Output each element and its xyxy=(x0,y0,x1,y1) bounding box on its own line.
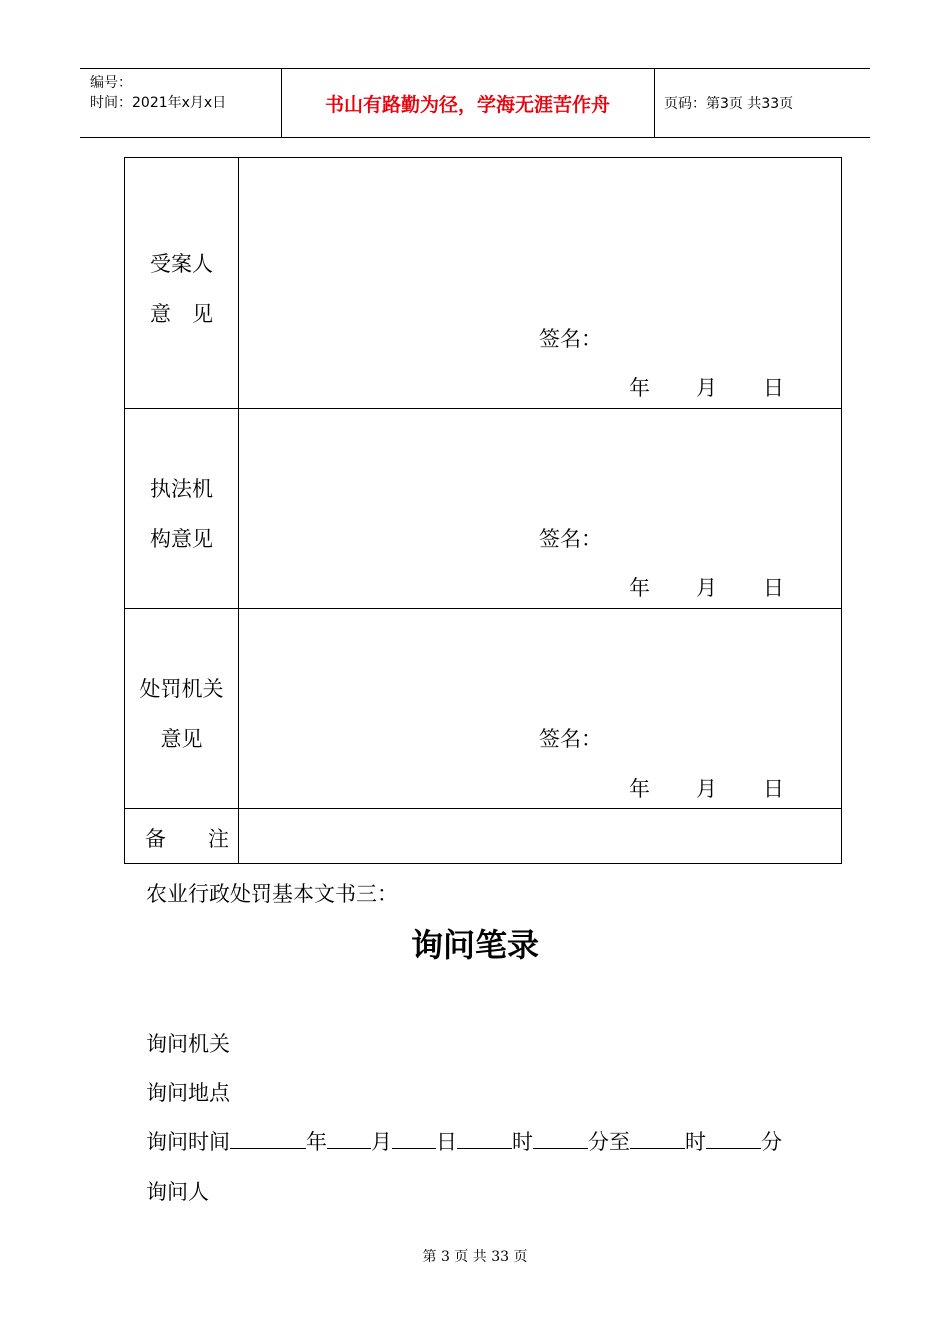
unit-day: 日 xyxy=(436,1130,457,1154)
field-agency: 询问机关 xyxy=(146,1032,230,1056)
unit-minute2: 分 xyxy=(761,1130,782,1154)
row-label-line: 执法机 xyxy=(150,477,213,501)
row-label-line: 构意见 xyxy=(150,527,213,551)
blank-month xyxy=(327,1128,371,1149)
table-row xyxy=(125,609,841,809)
page-footer: 第 3 页 共 33 页 xyxy=(422,1249,528,1265)
signature-label: 签名： xyxy=(539,327,602,351)
header-page-info: 页码：第3页 共33页 xyxy=(664,96,794,112)
blank-minute2 xyxy=(706,1128,761,1149)
unit-minute-to: 分至 xyxy=(588,1130,630,1154)
date-day: 日 xyxy=(763,777,784,801)
document-time: 时间：2021年x月x日 xyxy=(90,95,227,111)
field-time-label: 询问时间 xyxy=(146,1130,230,1154)
row-label xyxy=(125,609,239,808)
unit-year: 年 xyxy=(306,1130,327,1154)
date-month: 月 xyxy=(696,576,717,600)
row-label xyxy=(125,409,239,608)
blank-year xyxy=(230,1128,306,1149)
opinion-table xyxy=(124,157,842,864)
row-label-line: 意见 xyxy=(160,727,203,751)
row-label-line: 处罚机关 xyxy=(139,677,224,701)
date-day: 日 xyxy=(763,576,784,600)
remarks-label-cell xyxy=(125,809,239,863)
signature-label: 签名： xyxy=(539,527,602,551)
unit-hour: 时 xyxy=(512,1130,533,1154)
document-title: 询问笔录 xyxy=(410,926,539,964)
date-year: 年 xyxy=(629,777,650,801)
row-label xyxy=(125,158,239,408)
document-subtitle: 农业行政处罚基本文书三： xyxy=(146,882,398,906)
blank-day xyxy=(392,1128,436,1149)
date-month: 月 xyxy=(696,777,717,801)
date-year: 年 xyxy=(629,376,650,400)
blank-hour2 xyxy=(630,1128,685,1149)
row-label-line: 受案人 xyxy=(150,252,213,276)
date-year: 年 xyxy=(629,576,650,600)
row-label-line: 意 见 xyxy=(150,302,213,326)
table-row xyxy=(125,158,841,409)
page-header xyxy=(80,68,870,138)
blank-minute xyxy=(533,1128,588,1149)
header-divider xyxy=(654,69,655,137)
field-location: 询问地点 xyxy=(146,1081,230,1105)
table-row xyxy=(125,409,841,609)
header-motto: 书山有路勤为径，学海无涯苦作舟 xyxy=(324,93,610,116)
field-interviewer: 询问人 xyxy=(146,1180,209,1204)
unit-hour2: 时 xyxy=(685,1130,706,1154)
date-day: 日 xyxy=(763,376,784,400)
blank-hour xyxy=(457,1128,512,1149)
header-meta xyxy=(90,73,226,113)
field-time xyxy=(146,1126,782,1156)
unit-month: 月 xyxy=(371,1130,392,1154)
document-number: 编号： xyxy=(90,75,132,91)
signature-label: 签名： xyxy=(539,727,602,751)
remarks-row xyxy=(125,809,841,863)
date-month: 月 xyxy=(696,376,717,400)
remarks-label: 备 注 xyxy=(145,827,229,851)
